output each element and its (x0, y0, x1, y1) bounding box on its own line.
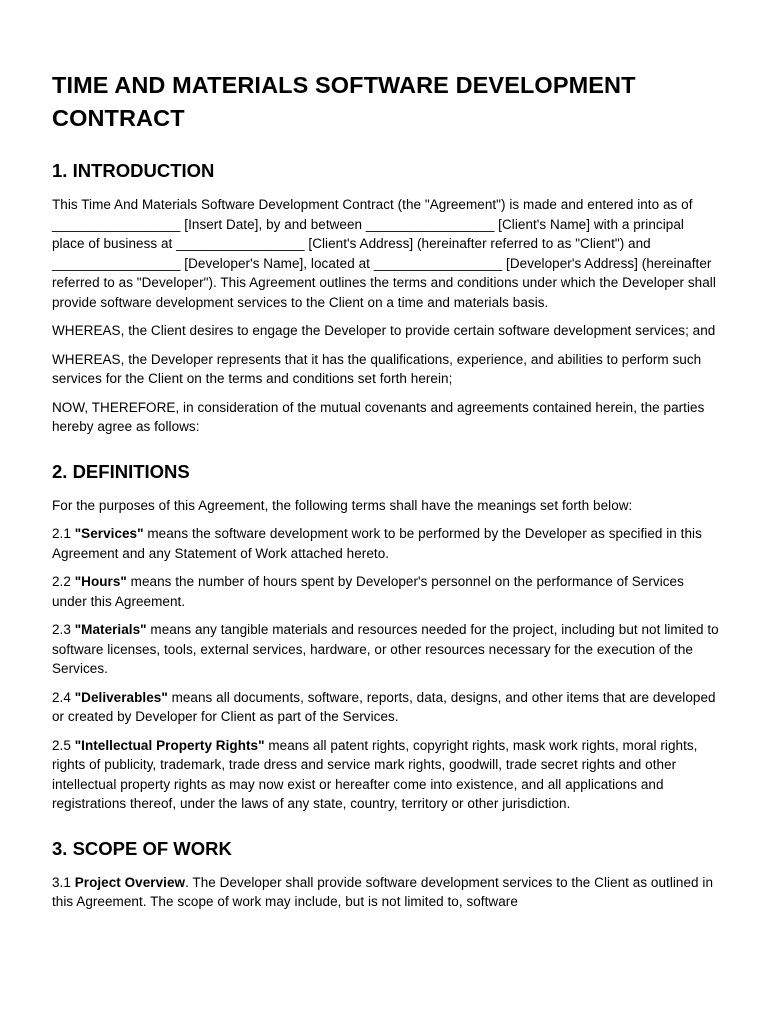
clause-number: 2.2 (52, 574, 75, 589)
defined-term: "Hours" (74, 574, 127, 589)
clause-term: Project Overview (74, 874, 186, 890)
clause-number: 3.1 (52, 874, 75, 890)
section-heading-definitions: 2. DEFINITIONS (52, 460, 190, 482)
document-title: TIME AND MATERIALS SOFTWARE DEVELOPMENT CONTRACT (52, 72, 636, 131)
definition-text: means all documents, software, reports, data, designs, and other items that are developed or created by Developer for Client as part of the Services. (52, 689, 716, 724)
defined-term: "Deliverables" (74, 689, 168, 705)
section-heading-introduction: 1. INTRODUCTION (52, 160, 215, 181)
definition-services (52, 524, 720, 563)
whereas-paragraph-client: WHEREAS, the Client desires to engage the Developer to provide certain software development services; and (52, 323, 716, 338)
definition-deliverables (52, 688, 720, 727)
defined-term: "Services" (74, 526, 144, 541)
project-overview-clause (52, 873, 720, 912)
definition-intellectual-property (52, 736, 720, 814)
introduction-paragraph: This Time And Materials Software Development Contract (the "Agreement") is made and entered into as of _________________ [Insert Date], by and between _________________ [Client's Name] with a principal place of business at _________________ [Client's Address] (hereinafter referred to as "Client") and _________________ [Developer's Name], located at _________________ [Developer's Address] (hereinafter referred to as "Developer"). This Agreement outlines the terms and conditions under which the Developer shall provide software development services to the Client on a time and materials basis. (52, 197, 716, 310)
section-heading-scope-of-work: 3. SCOPE OF WORK (52, 837, 232, 859)
definition-text: means all patent rights, copyright rights, mask work rights, moral rights, rights of publicity, trademark, trade dress and service mark rights, goodwill, trade secret rights and other intellectual property rights as may now exist or hereafter come into existence, and all applications and registrations thereof, under the laws of any state, country, territory or other jurisdiction. (52, 737, 698, 811)
definition-materials (52, 620, 720, 679)
now-therefore-paragraph: NOW, THEREFORE, in consideration of the mutual covenants and agreements contained herein, the parties hereby agree as follows: (52, 399, 705, 434)
definition-hours (52, 572, 720, 611)
definition-text: means the software development work to be performed by the Developer as specified in this Agreement and any Statement of Work attached hereto. (52, 526, 702, 561)
whereas-paragraph-developer: WHEREAS, the Developer represents that it has the qualifications, experience, and abilities to perform such services for the Client on the terms and conditions set forth herein; (52, 351, 702, 386)
clause-number: 2.5 (52, 737, 75, 753)
defined-term: "Intellectual Property Rights" (74, 737, 265, 753)
clause-text: . The Developer shall provide software development services to the Client as outlined in this Agreement. The scope of work may include, but is not limited to, software (52, 874, 714, 909)
clause-number: 2.3 (52, 622, 75, 637)
clause-number: 2.4 (52, 689, 75, 705)
definition-text: means any tangible materials and resources needed for the project, including but not limited to software licenses, tools, external services, hardware, or other resources necessary for the execution of the Services. (52, 622, 719, 676)
definitions-intro: For the purposes of this Agreement, the following terms shall have the meanings set forth below: (52, 497, 633, 513)
definition-text: means the number of hours spent by Developer's personnel on the performance of Services under this Agreement. (52, 574, 684, 609)
defined-term: "Materials" (74, 622, 147, 637)
clause-number: 2.1 (52, 526, 75, 541)
